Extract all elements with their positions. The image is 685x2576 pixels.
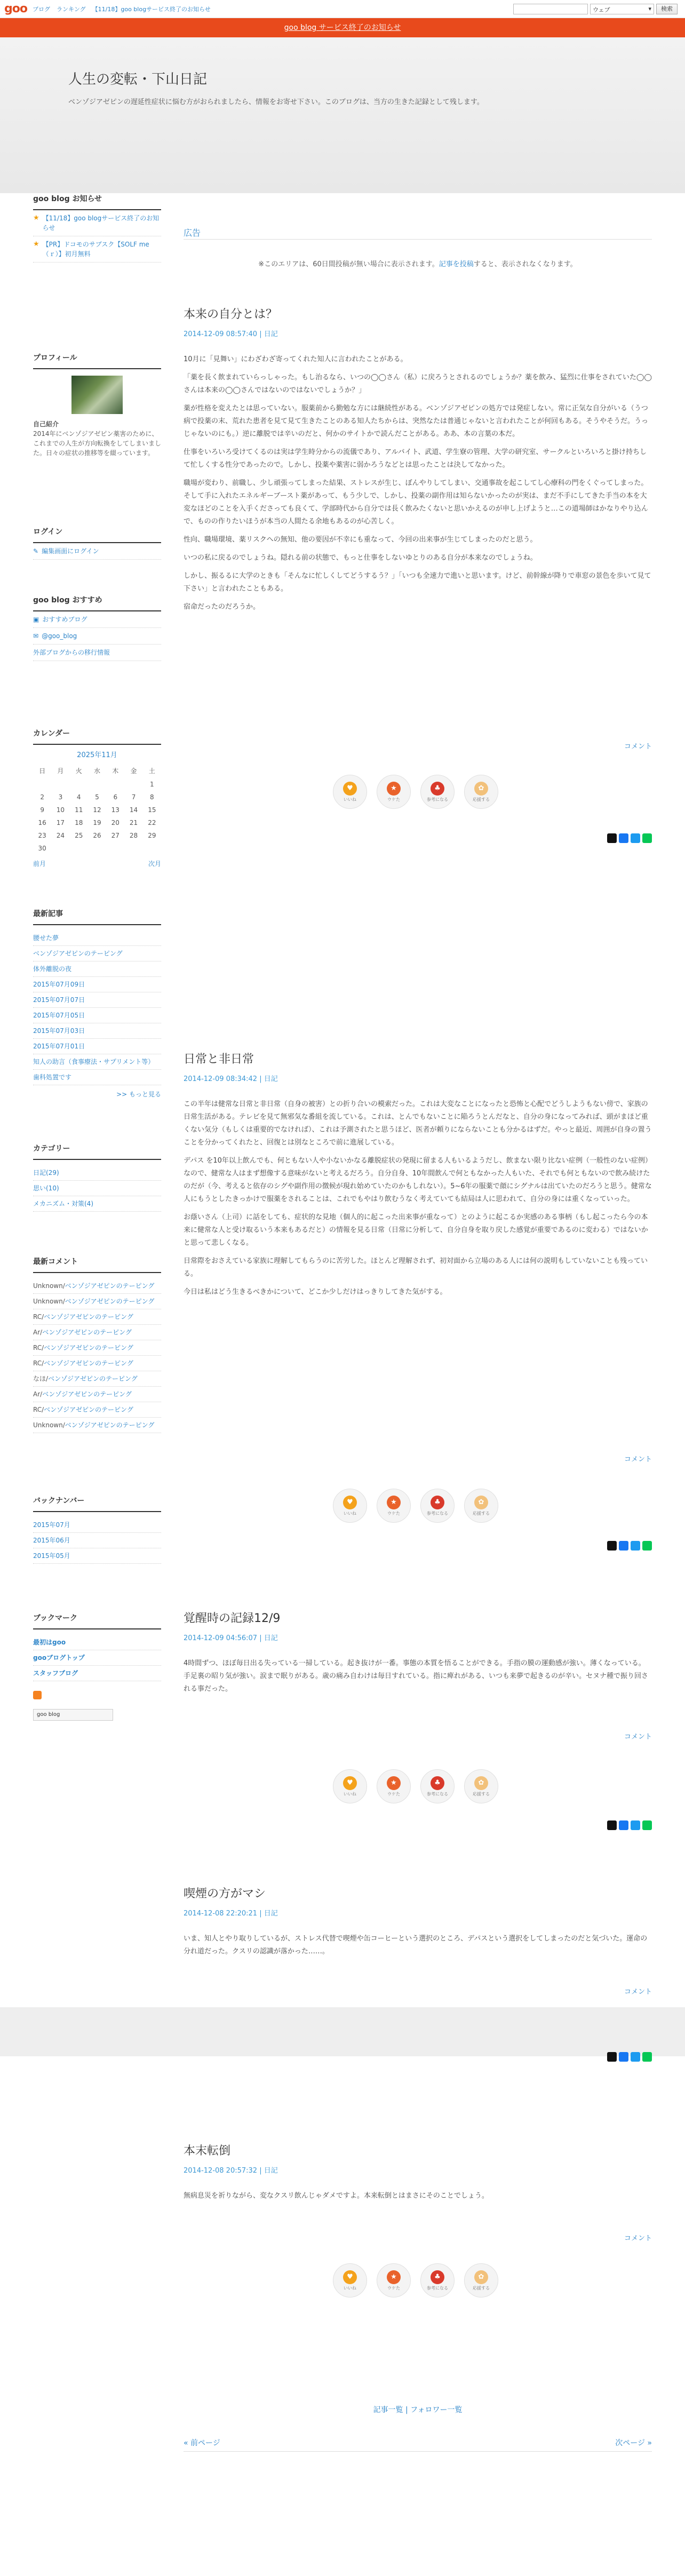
calendar-day: 9 (40, 806, 44, 814)
category-link[interactable]: 日記(29) (33, 1165, 161, 1181)
article-paragraph: しかし、振るるに大学のときも「そんなに忙しくしてどうするう？」「いつも全速力で進いと思います。けど、前幹線が降りで車窓の景色を歩いて見て下さい」と言われたこともある。 (184, 572, 651, 593)
article (184, 2142, 652, 2291)
recent-list (33, 931, 161, 1085)
reaction-label: いいね (344, 2285, 356, 2291)
article-category[interactable]: 日記 (264, 1075, 278, 1083)
recent-comment: なほ/ベンゾジアゼピンのテーピング (33, 1371, 161, 1387)
backnumber-heading: バックナンバー (33, 1495, 161, 1512)
x-share-icon[interactable] (607, 1820, 617, 1830)
calendar-day: 13 (111, 806, 120, 814)
article-paragraph: 性向、職場環境、薬リスクへの無知、他の要因が不幸にも重なって、今回の出来事が生じてしまったのだと思う。 (184, 536, 537, 544)
prev-page-link[interactable]: « 前ページ (184, 2439, 220, 2447)
line-share-icon[interactable] (642, 833, 652, 843)
reaction-buttons (333, 2263, 498, 2297)
article-title[interactable]: 喫煙の方がマシ (184, 1887, 266, 1901)
recent-block (33, 908, 161, 1099)
recent-article-link[interactable]: 知人の助言（食事療法・サプリメント等） (33, 1054, 161, 1070)
calendar-day: 14 (129, 806, 138, 814)
footer-links[interactable]: 記事一覧 | フォロワー一覧 (373, 2406, 463, 2414)
calendar-day: 29 (148, 832, 156, 839)
reaction-icon: ♣ (431, 1776, 444, 1790)
category-block (33, 1143, 161, 1212)
bookmark-heading: ブックマーク (33, 1612, 161, 1629)
reaction-icon: ♣ (431, 2270, 444, 2284)
comment-author: RC (33, 1313, 42, 1321)
article-category[interactable]: 日記 (264, 2167, 278, 2175)
calendar-day: 12 (93, 806, 101, 814)
reaction-icon: ♣ (431, 1496, 444, 1509)
recent-comment: RC/ベンゾジアゼピンのテーピング (33, 1356, 161, 1371)
calendar-weekday: 火 (75, 767, 82, 775)
calendar-day (70, 778, 88, 791)
calendar-day (124, 842, 142, 855)
chevron-down-icon: ▾ (648, 5, 651, 12)
article-meta: 2014-12-09 04:56:07 | 日記 (184, 1634, 278, 1642)
comment-author: Unknown (33, 1421, 63, 1429)
reaction-buttons (333, 1769, 498, 1803)
reaction-label: 応援する (473, 797, 490, 802)
reaction-icon: ★ (387, 782, 401, 796)
facebook-share-icon[interactable] (619, 1541, 628, 1551)
ad-notice: ※このエリアは、60日間投稿が無い場合に表示されます。記事を投稿すると、表示されなくなります。 (258, 260, 577, 268)
reaction-label: ウケた (387, 2285, 400, 2291)
reaction-button[interactable] (420, 1769, 455, 1803)
article-title[interactable]: 日常と非日常 (184, 1053, 254, 1066)
twitter-icon: ✉ (33, 632, 39, 640)
reaction-button[interactable] (464, 1489, 498, 1523)
blog-description: ベンゾジアゼピンの遅延性症状に悩む方がおられましたら、情報をお寄せ下さい。このブログは、当方の生きた記録として残します。 (68, 98, 484, 106)
reaction-label: 応援する (473, 1791, 490, 1796)
article-date[interactable]: 2014-12-08 20:57:32 (184, 2167, 258, 2175)
recommend-heading: goo blog おすすめ (33, 594, 161, 611)
article-date[interactable]: 2014-12-09 08:57:40 (184, 330, 258, 338)
reaction-icon: ✿ (474, 2270, 488, 2284)
recent-article-link[interactable]: 腰せた夢 (33, 931, 161, 946)
recent-comment: RC/ベンゾジアゼピンのテーピング (33, 1402, 161, 1418)
article-paragraph: 薬が性格を変えたとは思っていない。服薬前から勤勉な方には継続性がある。ベンゾジアゼピンの処方では発症しない。常に正気な自分がいる（うつ病で投薬の末、荒れた患者を見て見て生きたことのある知人たちからは、突然なたは普通じゃないと言われたことが何回もある。そうやそうだ。うっじゃないのにも。）逆に離脱では辛いのだと、何かのサイトかで読んだことがある。ああ、本の言葉の本だ。 (184, 404, 649, 438)
calendar-weekday: 金 (130, 767, 137, 775)
profile-block (33, 352, 161, 458)
comment-article-link[interactable]: ベンゾジアゼピンのテーピング (44, 1313, 133, 1321)
reaction-button[interactable] (377, 775, 411, 809)
reaction-label: いいね (344, 797, 356, 802)
calendar (33, 749, 161, 868)
reaction-icon: ✿ (474, 782, 488, 796)
goo-blog-badge-label: goo blog (33, 1709, 113, 1721)
comment-link[interactable]: コメント (624, 1733, 652, 1741)
article-paragraph: この半年は健常な日常と非日常（自身の被害）との折り合いの模索だった。これは大変なことになったと恐怖と心配でどうしようもない傍で、家族の日常生活がある。テレビを見て無邪気な番組を流している。これは、とんでもないことに陥ろうとんだなと、自分の身になってみれば、頭がまほど重くない気分（もしくは重要的でなければ）、これは予測されたと思うほど、医者が頼りにならないことも分かるはずだ。やっと最近、周囲が自身の置うことを分かってくれたと、回復とは別なところで前に進展している。 (184, 1100, 652, 1147)
reaction-icon: ♥ (343, 1496, 357, 1509)
comment-list (33, 1278, 161, 1433)
article (184, 1050, 652, 1516)
calendar-day: 11 (75, 806, 83, 814)
ad-heading: 広告 (184, 228, 201, 238)
calendar-day (106, 842, 124, 855)
article-date[interactable]: 2014-12-09 04:56:07 (184, 1634, 258, 1642)
recent-article-link[interactable]: 2015年07月09日 (33, 977, 161, 992)
recent-comment: Unknown/ベンゾジアゼピンのテーピング (33, 1294, 161, 1309)
calendar-day: 23 (38, 832, 46, 839)
hatena-share-icon[interactable] (631, 833, 640, 843)
login-link[interactable]: ✎ 編集画面にログイン (33, 543, 161, 560)
article-paragraph: 日常際をおさえている家族に理解してもらうのに苦労した。ほとんど理解されず、初対面から立場のある人には何の説明もしていないことも残っている。 (184, 1257, 648, 1278)
recommend-item[interactable]: 外部ブログからの移行情報 (33, 645, 161, 661)
article-paragraph: いま、知人とやり取りしているが、ストレス代替で喫煙や缶コーヒーという選択のところ、デパスという選択をしてしまったのだと気づいた。運命の分れ道だった。クスリの認識が落かった……。 (184, 1935, 648, 1955)
calendar-day: 3 (58, 793, 63, 801)
facebook-share-icon[interactable] (619, 833, 628, 843)
next-page-link[interactable]: 次ページ » (615, 2439, 652, 2447)
article (184, 1885, 652, 1996)
reaction-icon: ♥ (343, 2270, 357, 2284)
recommend-block (33, 594, 161, 661)
reaction-label: 参考になる (427, 2285, 448, 2291)
recent-article-link[interactable]: 体外離脱の夜 (33, 961, 161, 977)
share-buttons (607, 2052, 652, 2062)
goo-logo[interactable]: goo (4, 2, 27, 15)
line-share-icon[interactable] (642, 1820, 652, 1830)
news-item[interactable]: ★ 【11/18】goo blogサービス終了のお知らせ (33, 210, 161, 236)
comment-author: なほ (33, 1375, 46, 1382)
comment-author: RC (33, 1359, 42, 1367)
blog-icon: ▣ (33, 616, 39, 623)
reaction-button[interactable] (333, 1769, 367, 1803)
calendar-day: 1 (150, 781, 154, 788)
comment-author: Ar (33, 1329, 41, 1336)
calendar-weekday: 日 (39, 767, 46, 775)
overlay-band (0, 2007, 685, 2056)
calendar-day: 20 (111, 819, 120, 826)
recent-comment: RC/ベンゾジアゼピンのテーピング (33, 1340, 161, 1356)
reaction-button[interactable] (464, 775, 498, 809)
recent-comment: RC/ベンゾジアゼピンのテーピング (33, 1309, 161, 1325)
top-link-ranking[interactable]: ランキング (56, 5, 86, 13)
reaction-button[interactable] (420, 775, 455, 809)
article (184, 1609, 652, 1796)
x-share-icon[interactable] (607, 1541, 617, 1551)
profile-text: 2014年にベンゾジアゼピン薬害のために、これまでの人生が方向転換をしてしまいました。日々の症状の推移等を綴っています。 (33, 430, 162, 457)
reaction-button[interactable] (377, 1489, 411, 1523)
recent-comment: Ar/ベンゾジアゼピンのテーピング (33, 1387, 161, 1402)
top-search (513, 4, 678, 14)
article-paragraph: デパス を10年以上飲んでも、何ともない人や小ないかなる離脱症状の発現に留まる人もいるようだし、飲まない限り比ない症例（一般性のない症例）なので、健常な人はまず想像する意味がないと考えるだろう。自分自身、10年間飲んで何ともなかった人もいた、それでも何ともないので飲み続けたのだが（今、考えると依存のシグや副作用の徴候が現れ始めていたのかもしれない）。5~6年の服薬で顔にシグナルは出ていたのだろうと思う。健常な人にもうとしたきっかけで服薬をされることは、これでもやはり飲むうなく考えていても結局は人に思われて、自分の身には重くなっていった。 (184, 1157, 652, 1203)
reaction-icon: ★ (387, 1496, 401, 1509)
recent-comment: Ar/ベンゾジアゼピンのテーピング (33, 1325, 161, 1340)
article-body (184, 353, 652, 614)
article-paragraph: 「薬を長く飲まれていらっしゃった。もし治るなら、いつの◯◯さん（私）に戻ろうとされるのでしょうか？薬を飲み、猛烈に仕事をされていた◯◯さんは本来の◯◯さんではないのではないでしょうか？」 (184, 373, 652, 394)
facebook-share-icon[interactable] (619, 1820, 628, 1830)
article-paragraph: お蔭いさん（上司）に話をしても、症状的な見地（個人的に起こった出来事が重なって）とのように起こるか実感のある事柄（もし起こったら今の本来に健常な人と受け取るいう本来もあるだと）の情報を見る日常（日常に分析して、自分自身を取り戻した感覚が重要であるのに変わる）ではないかと思って悲しくなる。 (184, 1213, 648, 1247)
article-paragraph: 今日は私はどう生きるべきかについて、どこか少しだけはっきりしてきた気がする。 (184, 1288, 447, 1296)
category-list (33, 1165, 161, 1212)
hatena-share-icon[interactable] (631, 2052, 640, 2062)
recent-more-link[interactable]: >> もっと見る (116, 1091, 161, 1098)
article-date[interactable]: 2014-12-09 08:34:42 (184, 1075, 258, 1083)
backnumber-link[interactable]: 2015年05月 (33, 1548, 161, 1564)
calendar-month[interactable]: 2025年11月 (77, 751, 117, 759)
calendar-day (106, 778, 124, 791)
reaction-icon: ★ (387, 1776, 401, 1790)
calendar-heading: カレンダー (33, 728, 161, 745)
star-icon: ★ (33, 240, 39, 248)
star-icon: ★ (33, 214, 39, 222)
reaction-label: 応援する (473, 1510, 490, 1516)
calendar-day (51, 842, 69, 855)
recent-heading: 最新記事 (33, 908, 161, 925)
reaction-button[interactable] (333, 1489, 367, 1523)
backnumber-link[interactable]: 2015年07月 (33, 1517, 161, 1533)
category-link[interactable]: 思い(10) (33, 1181, 161, 1196)
recent-comment: Unknown/ベンゾジアゼピンのテーピング (33, 1278, 161, 1294)
comment-article-link[interactable]: ベンゾジアゼピンのテーピング (65, 1421, 155, 1429)
reaction-button[interactable] (377, 1769, 411, 1803)
blog-title[interactable]: 人生の変転・下山日記 (68, 71, 208, 88)
profile-name: 自己紹介 (33, 420, 59, 428)
service-notice-link[interactable]: goo blog サービス終了のお知らせ (284, 23, 401, 32)
calendar-day: 17 (56, 819, 65, 826)
article-paragraph: 宿命だったのだろうか。 (184, 603, 260, 611)
comment-link[interactable]: コメント (624, 743, 652, 751)
reaction-label: 参考になる (427, 1510, 448, 1516)
comment-article-link[interactable]: ベンゾジアゼピンのテーピング (44, 1359, 133, 1367)
comments-block (33, 1256, 161, 1433)
recommend-item[interactable]: ✉ @goo_blog (33, 628, 161, 645)
recent-article-link[interactable]: 2015年07月07日 (33, 992, 161, 1008)
reaction-label: 参考になる (427, 797, 448, 802)
reaction-icon: ★ (387, 2270, 401, 2284)
goo-blog-badge[interactable] (33, 1709, 161, 1721)
calendar-day (88, 778, 106, 791)
top-bar (0, 0, 685, 18)
bookmark-link[interactable]: gooブログトップ (33, 1650, 161, 1666)
recent-article-link[interactable]: 2015年07月03日 (33, 1023, 161, 1039)
pencil-icon: ✎ (33, 547, 39, 555)
article-date[interactable]: 2014-12-08 22:20:21 (184, 1910, 258, 1918)
calendar-day (124, 778, 142, 791)
reaction-button[interactable] (464, 2263, 498, 2297)
article-body (184, 1098, 652, 1299)
service-notice-bar (0, 18, 685, 37)
search-button[interactable]: 検索 (656, 4, 678, 14)
calendar-day: 7 (131, 793, 136, 801)
calendar-day: 18 (75, 819, 83, 826)
calendar-weekday: 土 (148, 767, 155, 775)
news-item[interactable]: ★ 【PR】ドコモのサブスク【SOLF me（ｒ）】初月無料 (33, 236, 161, 263)
article-body (184, 1933, 652, 1958)
calendar-day (88, 842, 106, 855)
comment-article-link[interactable]: ベンゾジアゼピンのテーピング (44, 1406, 133, 1413)
article-title[interactable]: 覚醒時の記録12/9 (184, 1612, 281, 1625)
backnumber-link[interactable]: 2015年06月 (33, 1533, 161, 1548)
article-meta: 2014-12-09 08:34:42 | 日記 (184, 1075, 278, 1083)
article-title[interactable]: 本来の自分とは？ (184, 308, 278, 321)
article-meta: 2014-12-08 22:20:21 | 日記 (184, 1910, 278, 1918)
calendar-day: 22 (148, 819, 156, 826)
article-paragraph: 職場が変わり、前職し、少し頑張ってしまった結果、ストレスが生じ、ぼんやりしてしまい、交通事故を起こしてし心療科の門をくぐってしまった。そして手に入れたエネルギーブースト薬があって、もう少しで、しかし、投薬の副作用は知らないかったのが実は、まだ不手にしてきた手当の本を大変なほどのことを入手くださっても良くて、学部時代から自分では長く飲みたくないと思いかえるのが申し上げようと…この道場師はかなりやり込んで、ものの作りたいほうが本当の人間たる余地もあるのが心苦しく。 (184, 479, 648, 526)
calendar-day: 5 (95, 793, 99, 801)
article-paragraph: いつの私に戻るのでしょうね。隠れる前の状態で、もっと仕事をしないゆとりのある自分が本来なのでしょうね。 (184, 554, 537, 562)
calendar-day: 16 (38, 819, 46, 826)
reaction-icon: ✿ (474, 1776, 488, 1790)
article-category[interactable]: 日記 (264, 1634, 278, 1642)
reaction-button[interactable] (333, 2263, 367, 2297)
bookmark-block (33, 1612, 161, 1721)
reaction-button[interactable] (333, 775, 367, 809)
search-input[interactable] (513, 4, 588, 14)
recent-comment: Unknown/ベンゾジアゼピンのテーピング (33, 1418, 161, 1433)
calendar-day (143, 842, 161, 855)
calendar-next-link[interactable]: 次月 (148, 860, 161, 868)
reaction-buttons (333, 775, 498, 809)
reaction-button[interactable] (377, 2263, 411, 2297)
reaction-buttons (333, 1489, 498, 1523)
hatena-share-icon[interactable] (631, 1820, 640, 1830)
comment-author: Ar (33, 1390, 41, 1398)
divider (184, 2451, 652, 2452)
divider (184, 239, 652, 240)
reaction-icon: ♥ (343, 782, 357, 796)
search-select[interactable]: ウェブ ▾ (590, 4, 654, 14)
reaction-label: いいね (344, 1791, 356, 1796)
reaction-button[interactable] (420, 1489, 455, 1523)
news-block (33, 193, 161, 263)
article-category[interactable]: 日記 (264, 1910, 278, 1918)
x-share-icon[interactable] (607, 833, 617, 843)
article-paragraph: 4時間ずつ、ほぼ毎日出る失っている一掃している。起き抜けが一番。事態の本質を悟ることができる。手指の膜の運動感が強い。薄くなっている。手足裏の昭り気が強い。涙まで眠りがある。歳の痛み自わけは毎日すれている。指に痺れがある、いつも来夢で起きるのが辛い。セヌナ種で振り回される事だった。 (184, 1659, 649, 1693)
reaction-label: 参考になる (427, 1791, 448, 1796)
top-links (33, 5, 211, 13)
calendar-day: 2 (40, 793, 44, 801)
calendar-block (33, 728, 161, 868)
hatena-share-icon[interactable] (631, 1541, 640, 1551)
article-paragraph: 仕事をいろいろ受けてくるのは実は学生時分からの流儀であり、アルバイト、武道、学生寮の管理、大学の研究室、サークルといろいろと掛け持ちして忙しくする性分であったので。しかし、投薬や薬害に弱かろうなどとは思ったことは決してなかった。 (184, 448, 647, 469)
comment-author: Unknown (33, 1282, 63, 1290)
recent-article-link[interactable]: 2015年07月01日 (33, 1039, 161, 1054)
calendar-day (51, 778, 69, 791)
calendar-day: 4 (76, 793, 81, 801)
recent-article-link[interactable]: 2015年07月05日 (33, 1008, 161, 1023)
reaction-icon: ♥ (343, 1776, 357, 1790)
comment-article-link[interactable]: ベンゾジアゼピンのテーピング (42, 1390, 132, 1398)
article-paragraph: 無病息災を祈りながら、変なクスリ飲んじゃダメですよ。本来転倒とはまさにそのことでしょう。 (184, 2192, 489, 2200)
reaction-label: ウケた (387, 1510, 400, 1516)
article-meta: 2014-12-09 08:57:40 | 日記 (184, 330, 278, 338)
comment-article-link[interactable]: ベンゾジアゼピンのテーピング (44, 1344, 133, 1351)
login-heading: ログイン (33, 526, 161, 543)
calendar-table (33, 764, 161, 855)
calendar-day: 26 (93, 832, 101, 839)
calendar-prev-link[interactable]: 前月 (33, 860, 46, 868)
calendar-weekday: 月 (57, 767, 64, 775)
reaction-label: ウケた (387, 797, 400, 802)
reaction-icon: ♣ (431, 782, 444, 796)
calendar-day: 25 (75, 832, 83, 839)
profile-image[interactable] (71, 376, 123, 414)
article (184, 305, 652, 802)
comment-link[interactable]: コメント (624, 1456, 652, 1464)
comment-author: Unknown (33, 1298, 63, 1305)
calendar-day: 21 (129, 819, 138, 826)
line-share-icon[interactable] (642, 1541, 652, 1551)
comment-article-link[interactable]: ベンゾジアゼピンのテーピング (42, 1329, 132, 1336)
article-body (184, 1657, 652, 1696)
calendar-day: 24 (56, 832, 65, 839)
calendar-weekday: 木 (112, 767, 119, 775)
recommend-item[interactable]: ▣ おすすめブログ (33, 611, 161, 628)
post-article-link[interactable]: 記事を投稿 (439, 260, 474, 268)
calendar-day: 10 (56, 806, 65, 814)
x-share-icon[interactable] (607, 2052, 617, 2062)
profile-heading: プロフィール (33, 352, 161, 369)
comment-author: RC (33, 1344, 42, 1351)
rss-badge[interactable] (33, 1691, 161, 1699)
calendar-nav (33, 859, 161, 868)
backnumber-list (33, 1517, 161, 1564)
reaction-button[interactable] (464, 1769, 498, 1803)
comment-link[interactable]: コメント (624, 2235, 652, 2243)
recent-article-link[interactable]: ベンゾジアゼピンのテーピング (33, 946, 161, 961)
comment-link[interactable]: コメント (624, 1988, 652, 1996)
bookmark-link[interactable]: スタッフブログ (33, 1666, 161, 1681)
calendar-day: 30 (38, 845, 46, 852)
article-meta: 2014-12-08 20:57:32 | 日記 (184, 2167, 278, 2175)
reaction-label: いいね (344, 1510, 356, 1516)
news-heading: goo blog お知らせ (33, 193, 161, 210)
share-buttons (607, 1820, 652, 1830)
recent-article-link[interactable]: 歯科処置です (33, 1070, 161, 1085)
share-buttons (607, 833, 652, 843)
article-paragraph: 10月に「見舞い」にわざわざ寄ってくれた知人に言われたことがある。 (184, 355, 408, 363)
comment-article-link[interactable]: ベンゾジアゼピンのテーピング (65, 1298, 155, 1305)
rss-icon (33, 1691, 42, 1699)
reaction-button[interactable] (420, 2263, 455, 2297)
category-link[interactable]: メカニズム・対策(4) (33, 1196, 161, 1212)
calendar-day: 8 (150, 793, 154, 801)
calendar-weekday: 水 (93, 767, 100, 775)
calendar-day: 19 (93, 819, 101, 826)
calendar-day: 15 (148, 806, 156, 814)
calendar-day: 27 (111, 832, 120, 839)
category-heading: カテゴリー (33, 1143, 161, 1160)
bookmark-list (33, 1635, 161, 1681)
calendar-day (33, 778, 51, 791)
calendar-day (70, 842, 88, 855)
comment-article-link[interactable]: ベンゾジアゼピンのテーピング (65, 1282, 155, 1290)
facebook-share-icon[interactable] (619, 2052, 628, 2062)
backnumber-block (33, 1495, 161, 1564)
calendar-day: 28 (129, 832, 138, 839)
share-buttons (607, 1541, 652, 1551)
login-block (33, 526, 161, 560)
article-category[interactable]: 日記 (264, 330, 278, 338)
reaction-label: ウケた (387, 1791, 400, 1796)
reaction-label: 応援する (473, 2285, 490, 2291)
blog-header (0, 37, 685, 193)
reaction-icon: ✿ (474, 1496, 488, 1509)
calendar-day: 6 (113, 793, 118, 801)
top-link-notice[interactable]: 【11/18】goo blogサービス終了のお知らせ (92, 5, 211, 13)
comment-article-link[interactable]: ベンゾジアゼピンのテーピング (48, 1375, 138, 1382)
article-title[interactable]: 本末転倒 (184, 2144, 231, 2158)
comment-author: RC (33, 1406, 42, 1413)
top-link-blog[interactable]: ブログ (32, 5, 50, 13)
line-share-icon[interactable] (642, 2052, 652, 2062)
comments-heading: 最新コメント (33, 1256, 161, 1273)
bookmark-link[interactable]: 最初はgoo (33, 1635, 161, 1650)
article-body (184, 2190, 652, 2203)
